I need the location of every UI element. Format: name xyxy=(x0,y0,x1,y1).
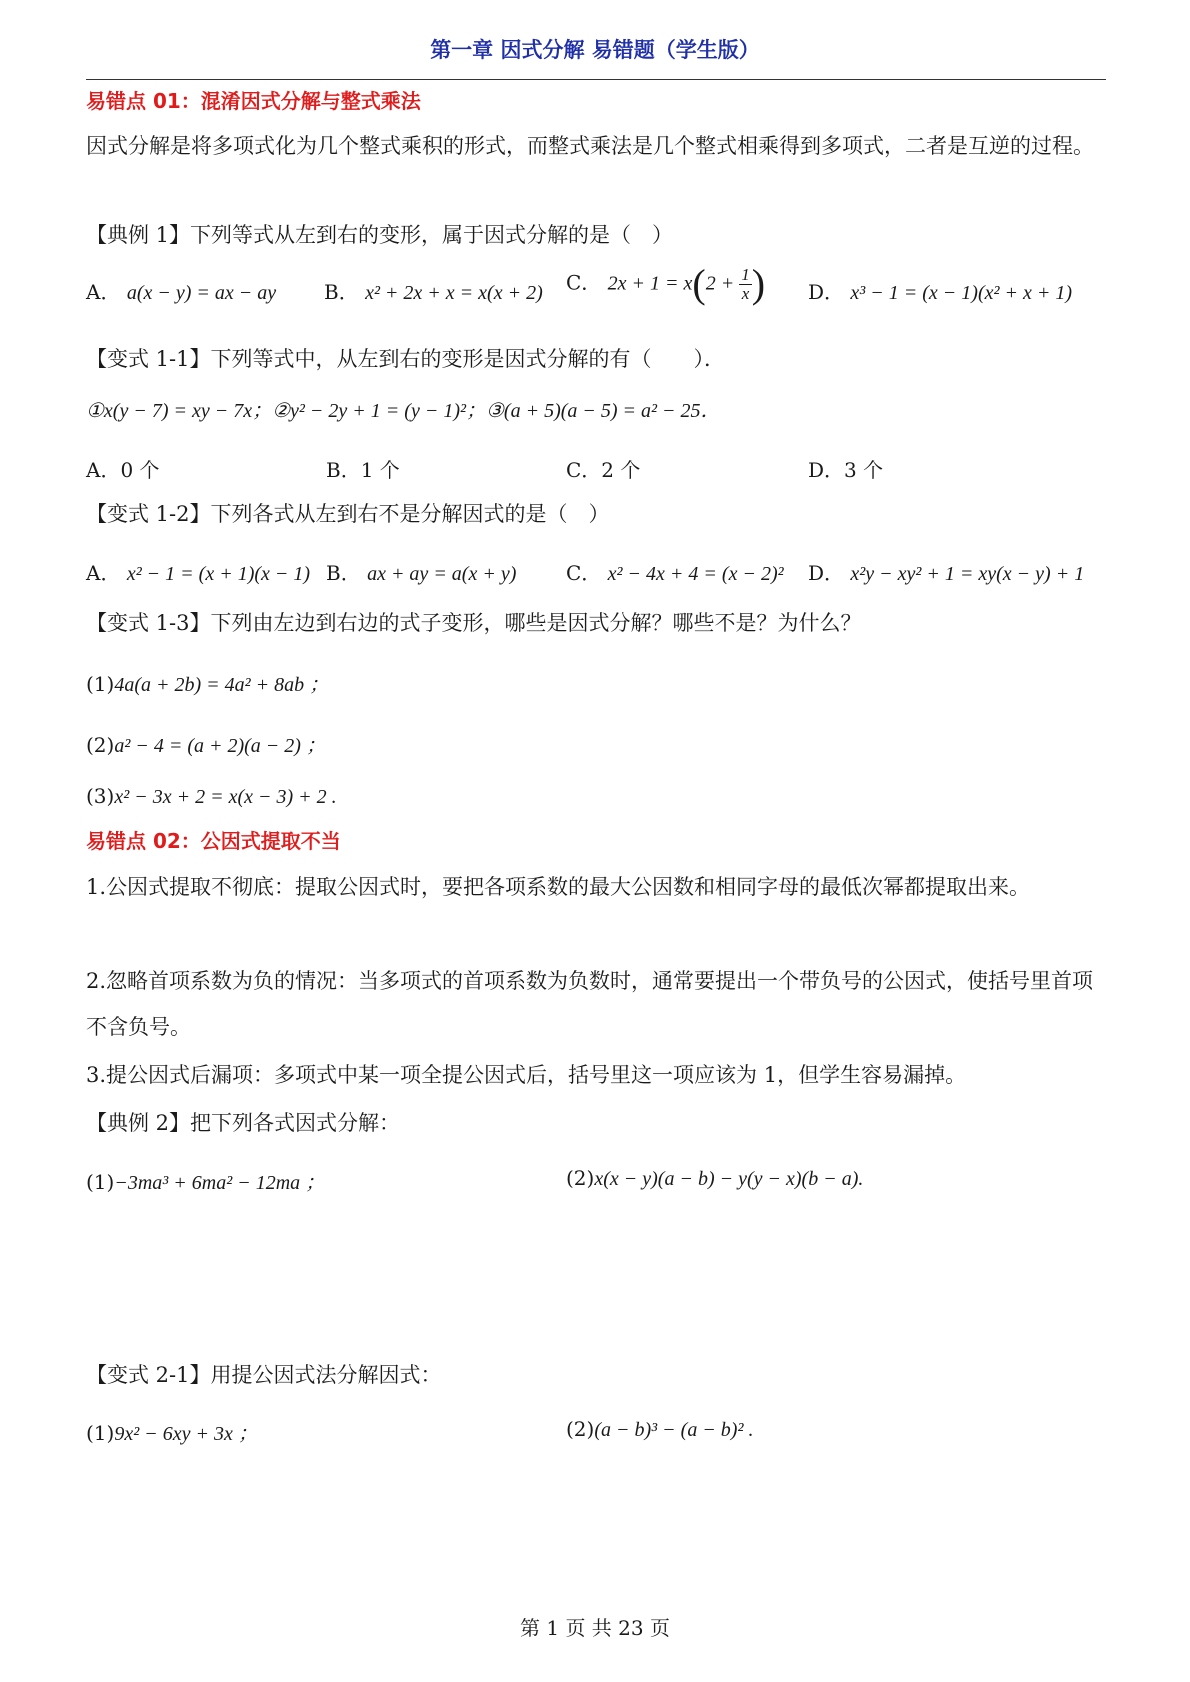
variant-1-1-option-d: D．3 个 xyxy=(808,458,884,482)
variant-2-1-part-2: (2)(a − b)³ − (a − b)² . xyxy=(566,1417,754,1441)
example-1-option-c: C． 2x + 1 = x(2 + $\frac{1}{x}$ ) xyxy=(566,261,766,306)
section-heading-02: 易错点 02：公因式提取不当 xyxy=(86,829,341,853)
variant-1-1-option-a: A．0 个 xyxy=(86,458,160,482)
variant-1-1-items: ①x(y − 7) = xy − 7x；②y² − 2y + 1 = (y − 1)²；③(a + 5)(a − 5) = a² − 25． xyxy=(86,400,721,422)
example-2-prompt: 【典例 2】把下列各式因式分解： xyxy=(86,1111,401,1135)
example-1-option-b: B． x² + 2x + x = x(x + 2) xyxy=(324,280,543,304)
variant-1-2-option-a: A． x² − 1 = (x + 1)(x − 1) xyxy=(86,561,311,585)
variant-2-1-prompt: 【变式 2-1】用提公因式法分解因式： xyxy=(86,1363,442,1387)
variant-1-2-prompt: 【变式 1-2】下列各式从左到右不是分解因式的是（ ） xyxy=(86,502,610,526)
page-title: 第一章 因式分解 易错题（学生版） xyxy=(430,38,760,62)
variant-1-3-part-2: (2)a² − 4 = (a + 2)(a − 2) ； xyxy=(86,733,326,757)
variant-1-3-part-3: (3)x² − 3x + 2 = x(x − 3) + 2 . xyxy=(86,784,337,808)
example-1-prompt: 【典例 1】下列等式从左到右的变形，属于因式分解的是（ ） xyxy=(86,223,674,247)
variant-1-2-option-c: C． x² − 4x + 4 = (x − 2)² xyxy=(566,561,784,585)
variant-1-1-option-c: C．2 个 xyxy=(566,458,641,482)
example-2-part-1: (1)−3ma³ + 6ma² − 12ma ； xyxy=(86,1170,326,1194)
section-heading-01: 易错点 01：混淆因式分解与整式乘法 xyxy=(86,89,421,113)
rule-1: 1.公因式提取不彻底：提取公因式时，要把各项系数的最大公因数和相同字母的最低次幂都提取出来。 xyxy=(86,875,1031,899)
variant-2-1-part-1: (1)9x² − 6xy + 3x ； xyxy=(86,1421,258,1445)
section-intro-01: 因式分解是将多项式化为几个整式乘积的形式，而整式乘法是几个整式相乘得到多项式，二者是互逆的过程。 xyxy=(86,134,1094,158)
variant-1-1-prompt: 【变式 1-1】下列等式中，从左到右的变形是因式分解的有（ ）． xyxy=(86,347,725,371)
page-footer: 第 1 页 共 23 页 xyxy=(520,1616,670,1640)
example-1-option-a: A． a(x − y) = ax − ay xyxy=(86,280,277,304)
variant-1-2-option-b: B． ax + ay = a(x + y) xyxy=(326,561,517,585)
example-1-option-d: D． x³ − 1 = (x − 1)(x² + x + 1) xyxy=(808,280,1073,304)
example-2-part-2: (2)x(x − y)(a − b) − y(y − x)(b − a). xyxy=(566,1166,864,1190)
variant-1-3-prompt: 【变式 1-3】下列由左边到右边的式子变形，哪些是因式分解？哪些不是？为什么？ xyxy=(86,611,862,635)
rule-2: 2.忽略首项系数为负的情况：当多项式的首项系数为负数时，通常要提出一个带负号的公因式，使括号里首项不含负号。 xyxy=(86,969,1094,1039)
rule-3: 3.提公因式后漏项：多项式中某一项全提公因式后，括号里这一项应该为 1，但学生容易漏掉。 xyxy=(86,1063,967,1087)
variant-1-2-option-d: D． x²y − xy² + 1 = xy(x − y) + 1 xyxy=(808,561,1085,585)
variant-1-3-part-1: (1)4a(a + 2b) = 4a² + 8ab ； xyxy=(86,672,330,696)
variant-1-1-option-b: B．1 个 xyxy=(326,458,400,482)
